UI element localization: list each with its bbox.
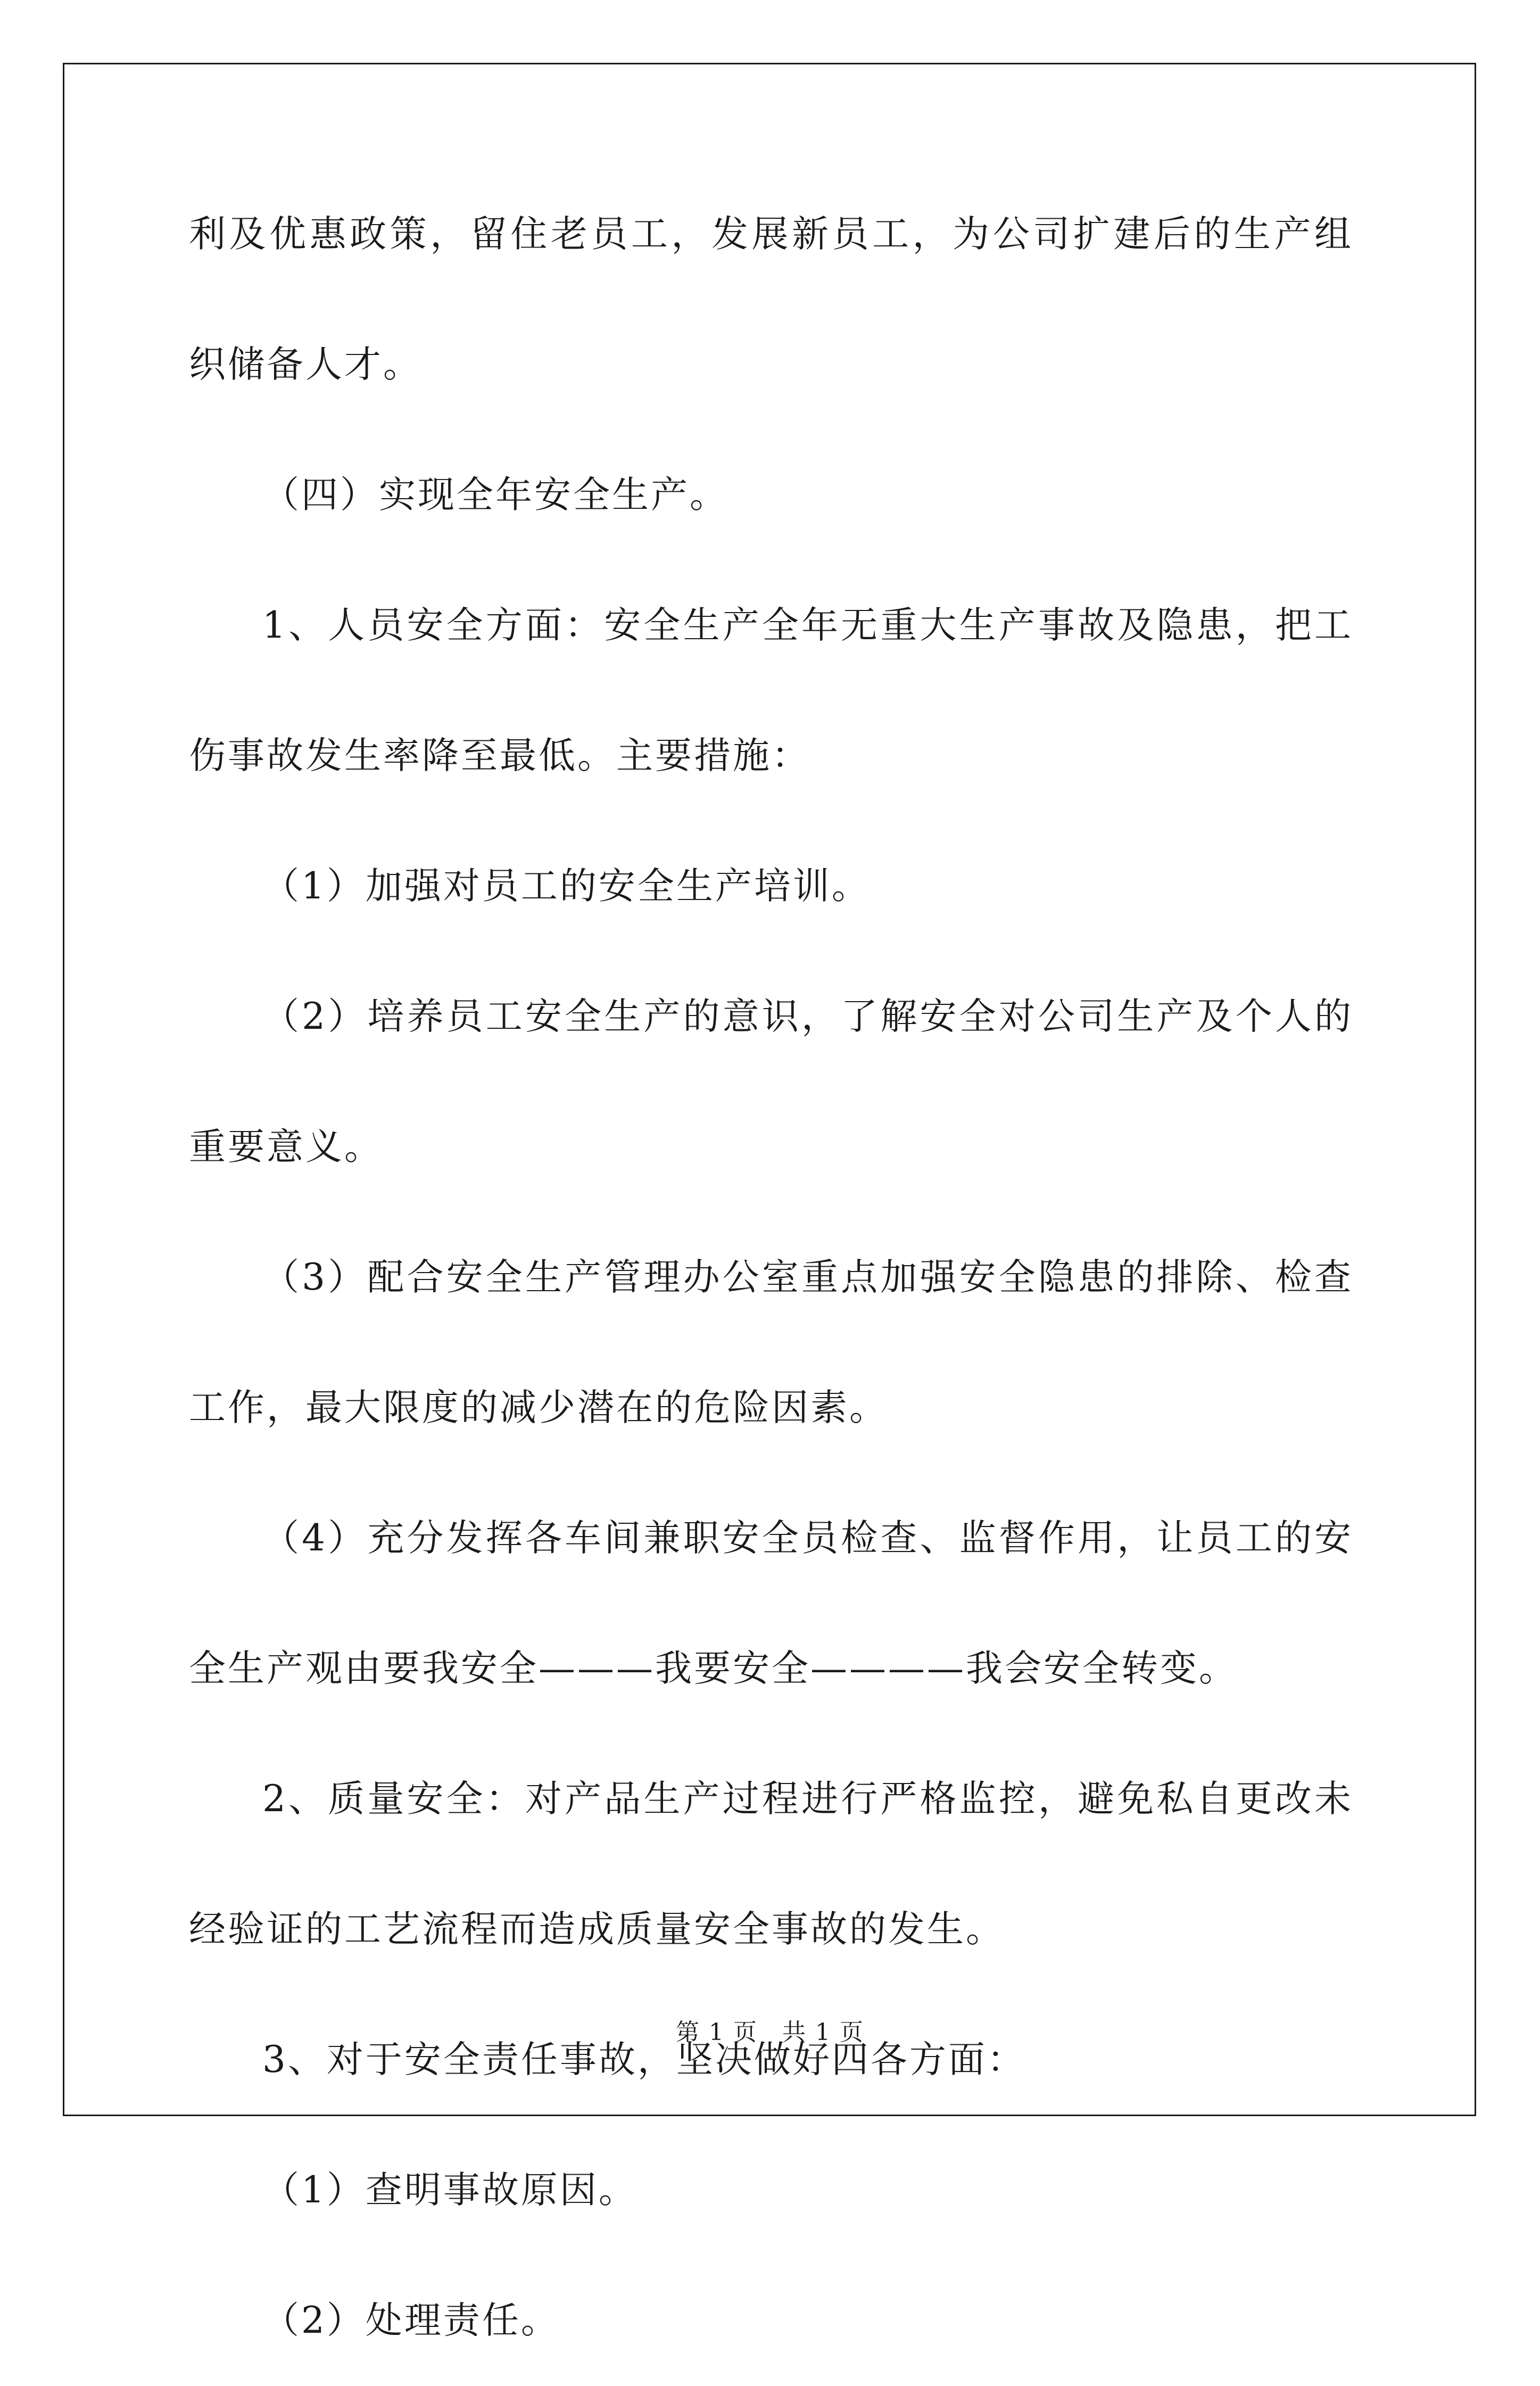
paragraph-10: （1）查明事故原因。 bbox=[262, 2169, 637, 2211]
paragraph-9: 3、对于安全责任事故，坚决做好四各方面： bbox=[262, 2038, 1026, 2081]
paragraph-3: 1、人员安全方面：安全生产全年无重大生产事故及隐患，把工伤事故发生率降至最低。主要措施： bbox=[189, 604, 1353, 777]
paragraph-1: 利及优惠政策，留住老员工，发展新员工，为公司扩建后的生产组织储备人才。 bbox=[189, 213, 1353, 386]
paragraph-8: 2、质量安全：对产品生产过程进行严格监控，避免私自更改未经验证的工艺流程而造成质量安全事故的发生。 bbox=[189, 1778, 1353, 1951]
paragraph-2: （四）实现全年安全生产。 bbox=[262, 474, 728, 516]
paragraph-11: （2）处理责任。 bbox=[262, 2299, 560, 2342]
document-body bbox=[189, 169, 1353, 2386]
paragraph-6: （3）配合安全生产管理办公室重点加强安全隐患的排除、检查工作，最大限度的减少潜在的危险因素。 bbox=[189, 1256, 1353, 1429]
paragraph-5: （2）培养员工安全生产的意识，了解安全对公司生产及个人的重要意义。 bbox=[189, 995, 1353, 1168]
paragraph-4: （1）加强对员工的安全生产培训。 bbox=[262, 865, 871, 907]
page-footer: 第 1 页 共 1 页 bbox=[676, 2019, 864, 2046]
paragraph-7: （4）充分发挥各车间兼职安全员检查、监督作用，让员工的安全生产观由要我安全———我要安全————我会安全转变。 bbox=[189, 1517, 1353, 1690]
